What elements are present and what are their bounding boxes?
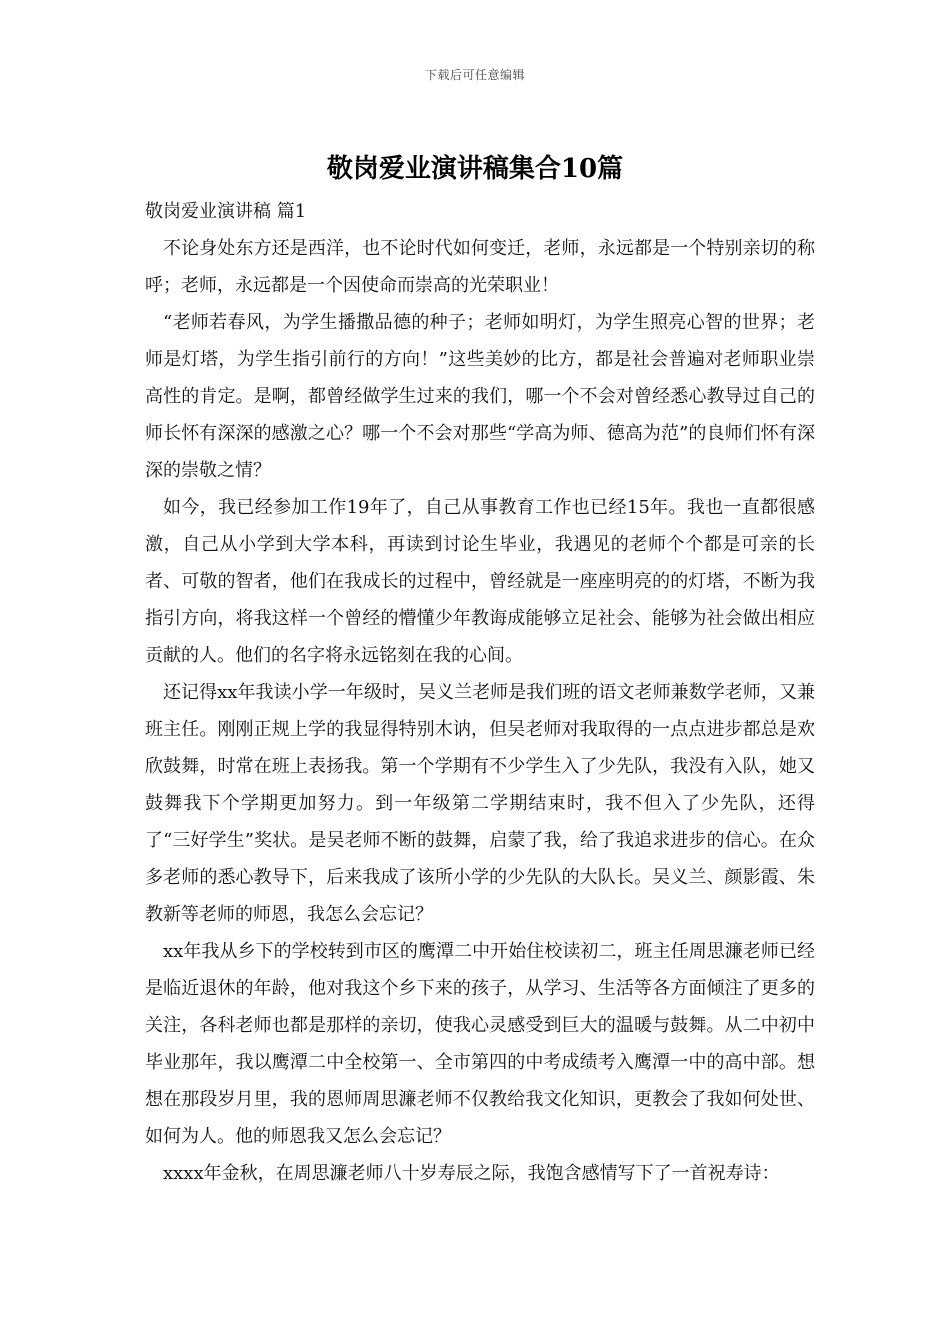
document-title: 敬岗爱业演讲稿集合10篇: [326, 154, 624, 184]
paragraph: 还记得xx年我读小学一年级时，吴义兰老师是我们班的语文老师兼数学老师，又兼班主任。刚刚正规上学的我显得特别木讷，但吴老师对我取得的一点点进步都总是欢欣鼓舞，时常在班上表扬我。第一个学期有不少学生入了少先队，我没有入队，她又鼓舞我下个学期更加努力。到一年级第二学期结束时，我不但入了少先队，还得了“三好学生”奖状。是吴老师不断的鼓舞，启蒙了我，给了我追求进步的信心。在众多老师的悉心教导下，后来我成了该所小学的少先队的大队长。吴义兰、颜影霞、朱教新等老师的师恩，我怎么会忘记？: [145, 682, 815, 925]
header-note: 下载后可任意编辑: [424, 68, 525, 82]
paragraph: 不论身处东方还是西洋，也不论时代如何变迁，老师，永远都是一个特别亲切的称呼；老师，永远都是一个因使命而崇高的光荣职业！: [145, 238, 815, 296]
paragraph: xxxx年金秋，在周思濂老师八十岁寿辰之际，我饱含感情写下了一首祝寿诗：: [163, 1163, 780, 1184]
section-heading: 敬岗爱业演讲稿 篇1: [145, 201, 307, 222]
paragraph: xx年我从乡下的学校转到市区的鹰潭二中开始住校读初二，班主任周思濂老师已经是临近退休的年龄，他对我这个乡下来的孩子，从学习、生活等各方面倾注了更多的关注，各科老师也都是那样的亲切，使我心灵感受到巨大的温暖与鼓舞。从二中初中毕业那年，我以鹰潭二中全校第一、全市第四的中考成绩考入鹰潭一中的高中部。想想在那段岁月里，我的恩师周思濂老师不仅教给我文化知识，更教会了我如何处世、如何为人。他的师恩我又怎么会忘记？: [145, 941, 815, 1147]
paragraph: 如今，我已经参加工作19年了，自己从事教育工作也已经15年。我也一直都很感激，自己从小学到大学本科，再读到讨论生毕业，我遇见的老师个个都是可亲的长者、可敬的智者，他们在我成长的过程中，曾经就是一座座明亮的的灯塔，不断为我指引方向，将我这样一个曾经的懵懂少年教诲成能够立足社会、能够为社会做出相应贡献的人。他们的名字将永远铭刻在我的心间。: [145, 497, 815, 666]
paragraph: “老师若春风，为学生播撒品德的种子；老师如明灯，为学生照亮心智的世界；老师是灯塔，为学生指引前行的方向！”这些美妙的比方，都是社会普遍对老师职业崇高性的肯定。是啊，都曾经做学生过来的我们，哪一个不会对曾经悉心教导过自己的师长怀有深深的感激之心？哪一个不会对那些“学高为师、德高为范”的良师们怀有深深的崇敬之情？: [145, 312, 815, 481]
document-body: [145, 230, 815, 1192]
